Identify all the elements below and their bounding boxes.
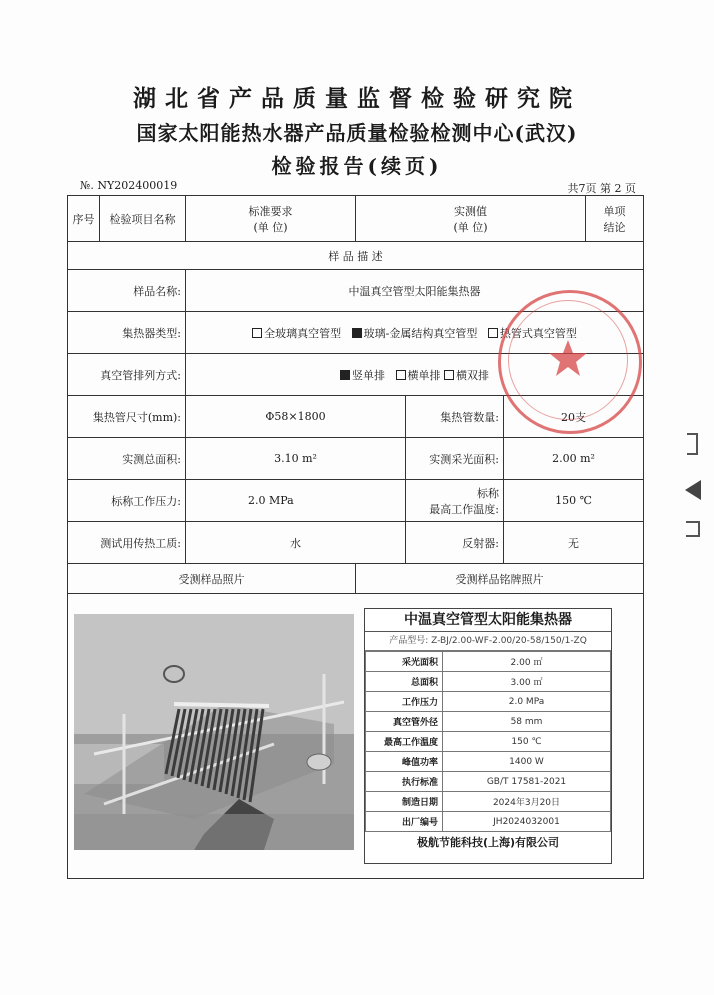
photo-caption: 受测样品照片	[68, 564, 356, 594]
measured-label: 实测值	[454, 204, 488, 218]
spec-value: 58 mm	[443, 712, 611, 732]
arr-opt3-label: 横双排	[456, 368, 490, 382]
aperture-area-label: 实测采光面积:	[406, 438, 504, 480]
spec-value: 2.00 ㎡	[443, 652, 611, 672]
nameplate-row	[366, 752, 611, 772]
medium-label: 测试用传热工质:	[68, 522, 186, 564]
gross-area-label: 实测总面积:	[68, 438, 186, 480]
nameplate-row	[366, 652, 611, 672]
spec-key: 最高工作温度	[366, 732, 443, 752]
sample-photo	[74, 614, 354, 850]
nameplate-row	[366, 792, 611, 812]
max-temp-value: 150 ℃	[504, 480, 644, 522]
col-no-header: 序号	[68, 196, 100, 242]
nameplate-specs	[365, 651, 611, 832]
solar-collector-photo	[74, 614, 354, 850]
table-header-row	[68, 196, 644, 242]
nameplate-row	[366, 712, 611, 732]
pressure-value: 2.0 MPa	[186, 480, 406, 522]
arr-opt2-checkbox	[396, 370, 406, 380]
tube-count-value: 20支	[504, 396, 644, 438]
arr-opt1-label: 竖单排	[352, 368, 386, 382]
col-conclusion-header	[586, 196, 644, 242]
plate-caption: 受测样品铭牌照片	[356, 564, 644, 594]
spec-key: 总面积	[366, 672, 443, 692]
type-opt1-label: 全玻璃真空管型	[264, 326, 342, 340]
col-measured-header	[356, 196, 586, 242]
gross-area-value: 3.10 m²	[186, 438, 406, 480]
arr-opt3-checkbox	[444, 370, 454, 380]
max-temp-label-line2: 最高工作温度:	[429, 502, 499, 516]
nameplate-model: 产品型号: Z-BJ/2.00-WF-2.00/20-58/150/1-ZQ	[365, 632, 611, 651]
reflector-value: 无	[504, 522, 644, 564]
spec-key: 工作压力	[366, 692, 443, 712]
nameplate-row	[366, 772, 611, 792]
page-info: 共7页 第 2 页	[567, 182, 636, 195]
std-unit: (单 位)	[253, 220, 288, 234]
medium-value: 水	[186, 522, 406, 564]
std-label: 标准要求	[248, 204, 293, 218]
nameplate-title: 中温真空管型太阳能集热器	[365, 609, 611, 632]
col-std-header	[186, 196, 356, 242]
spec-value: 2024年3月20日	[443, 792, 611, 812]
tube-size-value: Φ58×1800	[186, 396, 406, 438]
spec-key: 出厂编号	[366, 812, 443, 832]
spec-key: 执行标准	[366, 772, 443, 792]
arr-opt1-checkbox	[340, 370, 350, 380]
max-temp-label	[406, 480, 504, 522]
measured-unit: (单 位)	[453, 220, 488, 234]
col-item-header: 检验项目名称	[100, 196, 186, 242]
reflector-label: 反射器:	[406, 522, 504, 564]
center-title: 国家太阳能热水器产品质量检验检测中心(武汉)	[136, 121, 578, 145]
report-title: 检验报告(续页)	[271, 154, 443, 178]
sample-name-label: 样品名称:	[68, 270, 186, 312]
spec-value: JH2024032001	[443, 812, 611, 832]
conclusion-label-2: 结论	[603, 220, 626, 234]
spec-value: GB/T 17581-2021	[443, 772, 611, 792]
spec-key: 真空管外径	[366, 712, 443, 732]
pressure-label: 标称工作压力:	[68, 480, 186, 522]
report-number: №. NY202400019	[80, 179, 178, 192]
section-title: 样 品 描 述	[68, 242, 644, 270]
type-opt3-checkbox	[488, 328, 498, 338]
spec-key: 采光面积	[366, 652, 443, 672]
sample-name-value: 中温真空管型太阳能集热器	[186, 270, 644, 312]
nameplate-maker: 极航节能科技(上海)有限公司	[416, 836, 560, 849]
arr-opt2-label: 横单排	[407, 368, 441, 382]
tube-size-label: 集热管尺寸(mm):	[68, 396, 186, 438]
max-temp-label-line1: 标称	[477, 486, 499, 500]
type-opt2-checkbox	[352, 328, 362, 338]
type-opt2-label: 玻璃-金属结构真空管型	[363, 326, 478, 340]
spec-key: 制造日期	[366, 792, 443, 812]
conclusion-label: 单项	[603, 204, 626, 218]
nameplate	[364, 608, 612, 864]
page-edge-mark	[683, 430, 703, 570]
tube-count-label: 集热管数量:	[406, 396, 504, 438]
type-opt3-label: 热管式真空管型	[499, 326, 577, 340]
spec-value: 3.00 ㎡	[443, 672, 611, 692]
nameplate-row	[366, 812, 611, 832]
seal-star-icon	[548, 338, 588, 378]
spec-value: 150 ℃	[443, 732, 611, 752]
arrangement-label: 真空管排列方式:	[68, 354, 186, 396]
nameplate-row	[366, 732, 611, 752]
nameplate-row	[366, 692, 611, 712]
collector-type-label: 集热器类型:	[68, 312, 186, 354]
institute-title: 湖北省产品质量监督检验研究院	[133, 85, 581, 112]
spec-value: 1400 W	[443, 752, 611, 772]
type-opt1-checkbox	[252, 328, 262, 338]
spec-key: 峰值功率	[366, 752, 443, 772]
spec-value: 2.0 MPa	[443, 692, 611, 712]
nameplate-row	[366, 672, 611, 692]
aperture-area-value: 2.00 m²	[504, 438, 644, 480]
